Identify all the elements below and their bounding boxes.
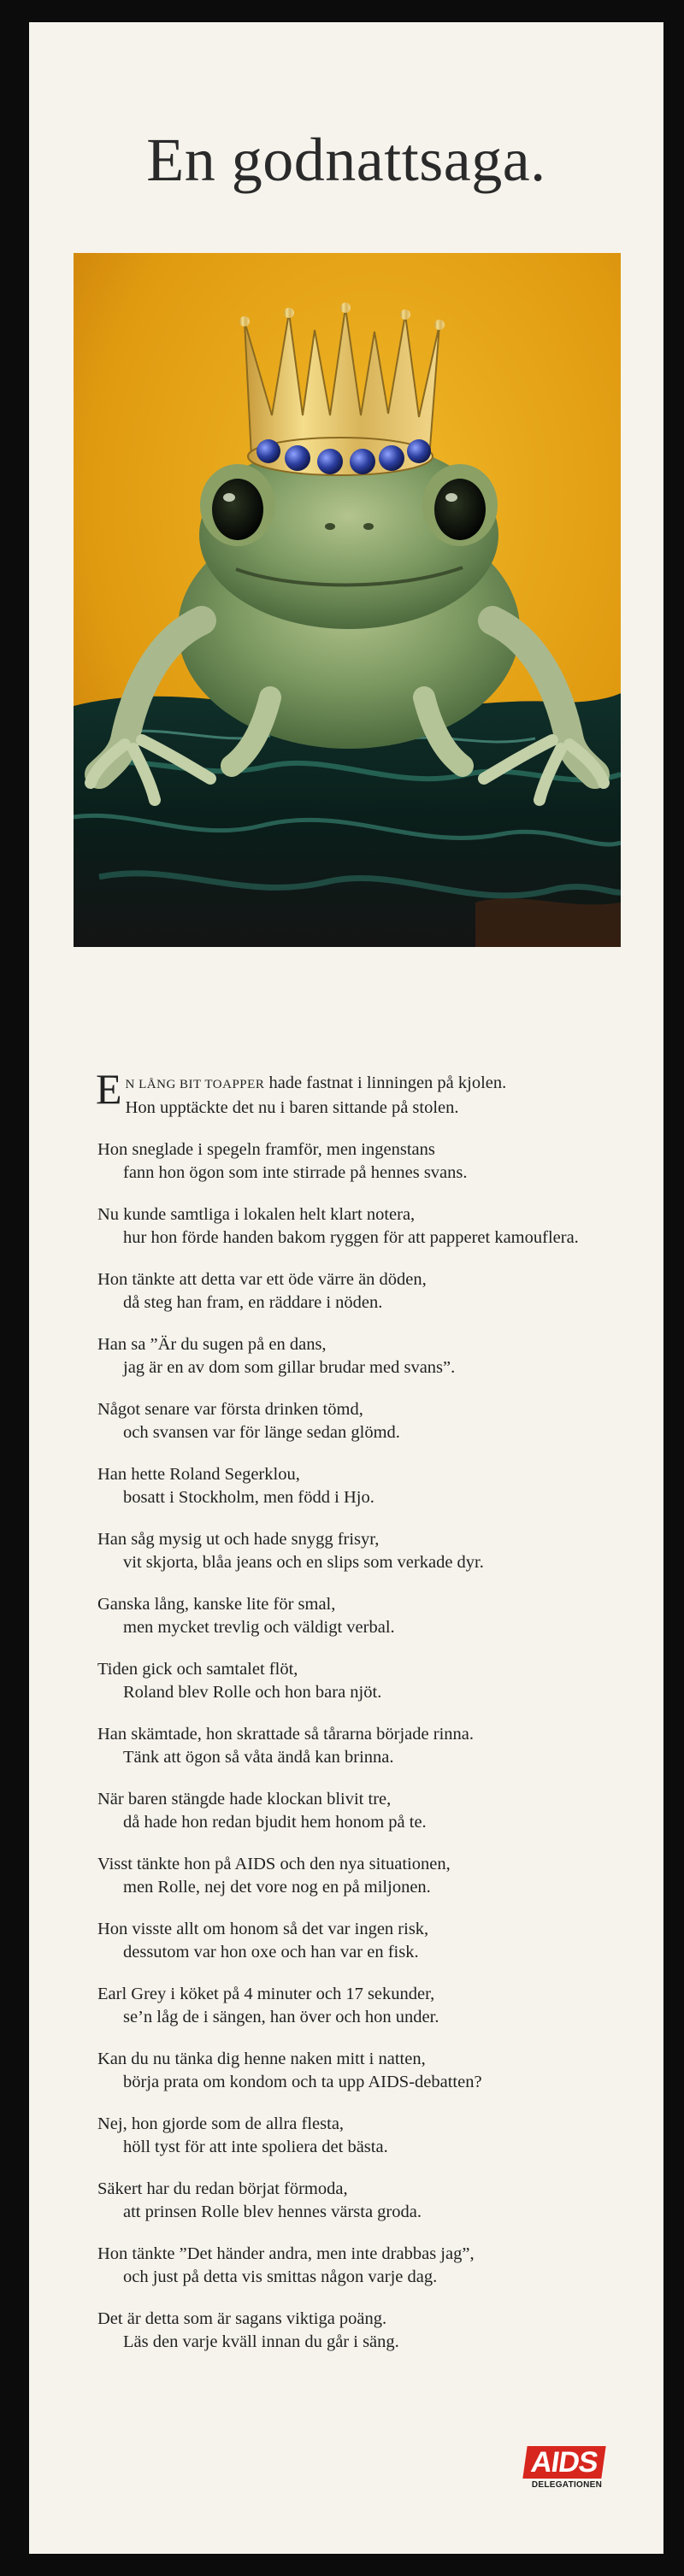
poem-line: Earl Grey i köket på 4 minuter och 17 sekunder,: [97, 1985, 435, 2003]
poem-stanza: [97, 1918, 628, 1964]
poem-line: Han hette Roland Segerklou,: [97, 1465, 300, 1484]
poem-line: men Rolle, nej det vore nog en på miljonen.: [123, 1878, 431, 1897]
poem-line: Hon visste allt om honom så det var ingen risk,: [97, 1920, 429, 1938]
poem-line: Hon upptäckte det nu i baren sittande på stolen.: [125, 1098, 459, 1117]
poem-line: Han såg mysig ut och hade snygg frisyr,: [97, 1530, 380, 1549]
poem-line: Nu kunde samtliga i lokalen helt klart notera,: [97, 1205, 416, 1224]
logo-wordmark: AIDS: [522, 2446, 605, 2479]
poem-line: Roland blev Rolle och hon bara njöt.: [123, 1683, 382, 1702]
poem-line: och svansen var för länge sedan glömd.: [123, 1423, 400, 1442]
aids-delegationen-logo: [525, 2446, 604, 2497]
poem-stanza: [96, 1065, 628, 1120]
poem-line: dessutom var hon oxe och han var en fisk.: [123, 1943, 419, 1961]
poem-stanza: [97, 1853, 628, 1899]
poem-line: Läs den varje kväll innan du går i säng.: [123, 2332, 399, 2351]
poem-stanza: [97, 1268, 628, 1314]
poem-stanza: [97, 2308, 628, 2354]
poem-line: bosatt i Stockholm, men född i Hjo.: [123, 1488, 374, 1507]
logo-subtitle: DELEGATIONEN: [531, 2480, 603, 2490]
poem-line: Kan du nu tänka dig henne naken mitt i natten,: [97, 2050, 426, 2068]
poem-stanza: [97, 1983, 628, 2029]
poem-stanza: [97, 2048, 628, 2094]
frog-photo: [74, 253, 621, 947]
poem: [96, 1065, 628, 2373]
poem-stanza: [97, 1203, 628, 1250]
poem-line: Nej, hon gjorde som de allra flesta,: [97, 2114, 345, 2133]
poem-line: Hon sneglade i spegeln framför, men ingenstans: [97, 1140, 435, 1159]
poem-line: Tänk att ögon så våta ändå kan brinna.: [123, 1748, 394, 1767]
poem-line: Han sa ”Är du sugen på en dans,: [97, 1335, 327, 1354]
poem-line: se’n låg de i sängen, han över och hon under.: [123, 2008, 439, 2026]
poem-line: höll tyst för att inte spoliera det bästa.: [123, 2138, 388, 2156]
drop-cap: E: [96, 1065, 122, 1113]
poem-line: då hade hon redan bjudit hem honom på te.: [123, 1813, 427, 1832]
poem-line: Visst tänkte hon på AIDS och den nya situationen,: [97, 1855, 451, 1873]
poem-line: Något senare var första drinken tömd,: [97, 1400, 363, 1419]
poem-line: Hon tänkte att detta var ett öde värre än döden,: [97, 1270, 427, 1289]
poem-line: men mycket trevlig och väldigt verbal.: [123, 1618, 395, 1637]
poem-stanza: [97, 1788, 628, 1834]
poem-line: Säkert har du redan börjat förmoda,: [97, 2179, 348, 2198]
poem-line: fann hon ögon som inte stirrade på hennes svans.: [123, 1163, 468, 1182]
poem-line: jag är en av dom som gillar brudar med svans”.: [123, 1358, 456, 1377]
poster-title: En godnattsaga.: [146, 126, 546, 194]
smallcaps-lead: N LÅNG BIT TOAPPER: [125, 1078, 265, 1091]
poem-stanza: [97, 1398, 628, 1444]
poem-line: att prinsen Rolle blev hennes värsta groda.: [123, 2203, 422, 2221]
poem-stanza: [97, 2178, 628, 2224]
poem-line: då steg han fram, en räddare i nöden.: [123, 1293, 383, 1312]
poem-line: Ganska lång, kanske lite för smal,: [97, 1595, 336, 1614]
poem-line: Han skämtade, hon skrattade så tårarna började rinna.: [97, 1725, 474, 1744]
frog-with-crown-image: [74, 253, 621, 947]
poem-line: Hon tänkte ”Det händer andra, men inte drabbas jag”,: [97, 2244, 475, 2263]
poem-line: börja prata om kondom och ta upp AIDS-debatten?: [123, 2073, 482, 2091]
poem-stanza: [97, 1658, 628, 1704]
poem-line: Tiden gick och samtalet flöt,: [97, 1660, 298, 1679]
poster: [29, 22, 663, 2554]
poem-stanza: [97, 1528, 628, 1574]
poem-stanza: [97, 1333, 628, 1379]
poem-stanza: [97, 2113, 628, 2159]
poem-stanza: [97, 2243, 628, 2289]
poem-line: vit skjorta, blåa jeans och en slips som verkade dyr.: [123, 1553, 484, 1572]
poem-stanza: [97, 1138, 628, 1185]
poem-stanza: [97, 1723, 628, 1769]
poem-line: När baren stängde hade klockan blivit tre,: [97, 1790, 392, 1808]
poem-stanza: [97, 1463, 628, 1509]
poem-line: Det är detta som är sagans viktiga poäng.: [97, 2309, 387, 2328]
poem-line: och just på detta vis smittas någon varje dag.: [123, 2267, 438, 2286]
poem-line: hur hon förde handen bakom ryggen för att papperet kamouflera.: [123, 1228, 579, 1247]
poem-line: E N LÅNG BIT TOAPPER hade fastnat i linningen på kjolen.: [96, 1065, 507, 1113]
poem-stanza: [97, 1593, 628, 1639]
